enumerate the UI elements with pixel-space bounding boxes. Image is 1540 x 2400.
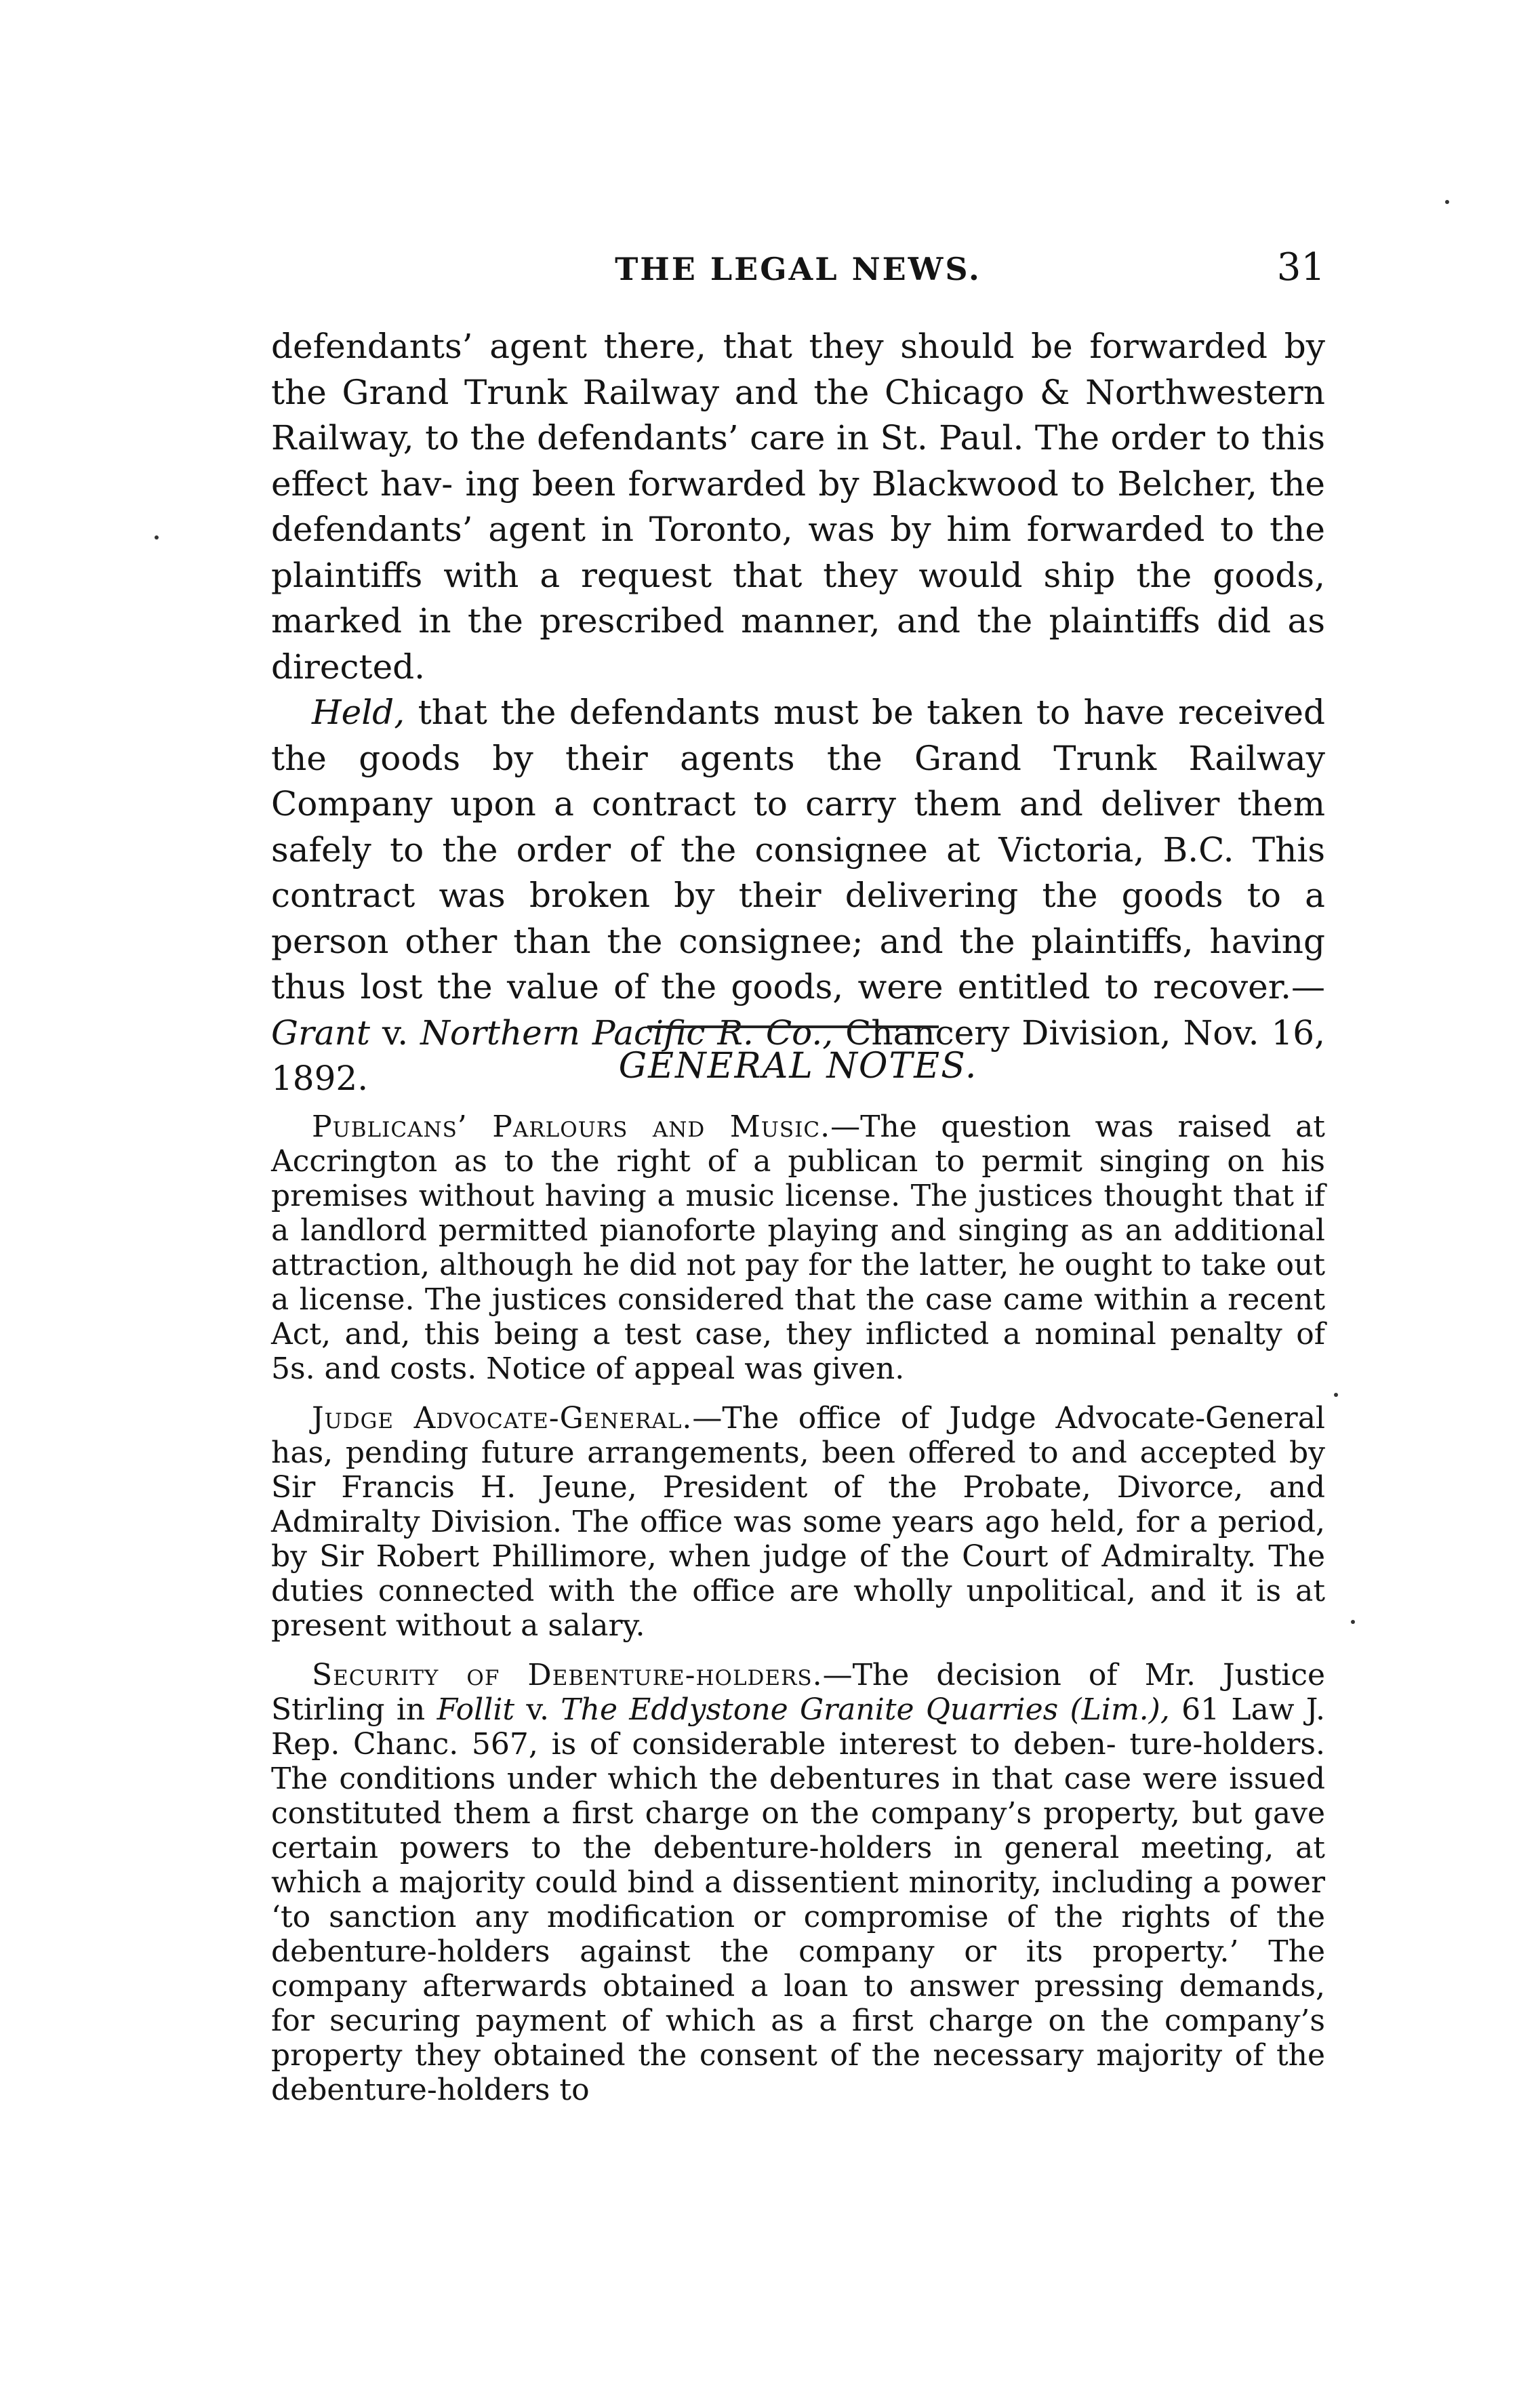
general-notes-column: [271, 1110, 1325, 2107]
page-header: [271, 245, 1325, 300]
note-debenture-holders: [271, 1658, 1325, 2107]
paper-speck: [155, 535, 159, 540]
paper-speck: [1445, 200, 1449, 204]
case-name-defendant: Northern Pacific R. Co.,: [420, 1013, 834, 1053]
note-text: —The question was raised at Accrington as to the right of a publican to permit singing on his premises without having a music license. The justices thought that if a landlord permitted pianoforte playing and singing as an additional attraction, although he did not pay for the latter, he ought to take out a license. The justices considered that the case came within a recent Act, and, this being a test case, they inflicted a nominal penalty of 5s. and costs. Notice of appeal was given.: [271, 1110, 1325, 1386]
note-title: Publicans’ Parlours and Music.: [312, 1110, 831, 1144]
case-report-column: [271, 324, 1325, 1102]
case-versus: v.: [514, 1692, 561, 1727]
paper-speck: [1334, 1393, 1338, 1397]
case-name-plaintiff: Follit: [437, 1692, 515, 1727]
held-word: Held,: [312, 693, 405, 732]
paper-speck: [1351, 1620, 1355, 1624]
note-title: Judge Advocate-General.: [312, 1401, 693, 1436]
page-number: 31: [1276, 245, 1325, 289]
note-text: —The office of Judge Advocate-General has, pending future arrangements, been offered to and accepted by Sir Francis H. Jeune, President of the Probate, Divorce, and Admiralty Division. The office was some years ago held, for a period, by Sir Robert Phillimore, when judge of the Court of Admiralty. The duties connected with the office are wholly unpolitical, and it is at present without a salary.: [271, 1401, 1325, 1643]
note-title: Security of Debenture-holders.: [312, 1658, 823, 1692]
note-text-continued: 61 Law J. Rep. Chanc. 567, is of considerable interest to deben- ture-holders. The conditions under which the debentures in that case were issued constituted them a first charge on the company’s property, but gave certain powers to the debenture-holders in general meeting, at which a majority could bind a dissentient minority, including a power ‘to sanction any modification or compromise of the rights of the debenture-holders against the company or its property.’ The company afterwards obtained a loan to answer pressing demands, for securing payment of which as a first charge on the company’s property they obtained the consent of the necessary majority of the debenture-holders to: [271, 1692, 1325, 2107]
case-citation: Chancery Division, Nov. 16, 1892.: [271, 1013, 1325, 1098]
held-paragraph: [271, 690, 1325, 1102]
general-notes-heading: GENERAL NOTES.: [618, 1046, 978, 1086]
running-title: THE LEGAL NEWS.: [615, 251, 981, 287]
held-text: that the defendants must be taken to have received the goods by their agents the Grand Trunk Railway Company upon a contract to carry them and deliver them safely to the order of the consignee at Victoria, B.C. This contract was broken by their delivering the goods to a person other than the consignee; and the plaintiffs, having thus lost the value of the goods, were entitled to recover.—: [271, 693, 1325, 1006]
case-name-plaintiff: Grant: [271, 1013, 370, 1053]
note-publicans-parlours: [271, 1110, 1325, 1386]
continuation-paragraph: defendants’ agent there, that they should be forwarded by the Grand Trunk Railway and the Chicago & Northwestern Railway, to the defendants’ care in St. Paul. The order to this effect hav- ing been forwarded by Blackwood to Belcher, the defendants’ agent in Toronto, was by him forwarded to the plaintiffs with a request that they would ship the goods, marked in the prescribed manner, and the plaintiffs did as directed.: [271, 327, 1325, 687]
note-text: —The decision of Mr. Justice Stirling in: [271, 1658, 1325, 1727]
case-versus: v.: [369, 1013, 421, 1053]
section-divider: [647, 1025, 939, 1028]
note-judge-advocate-general: [271, 1401, 1325, 1643]
case-name-defendant: The Eddystone Granite Quarries (Lim.),: [561, 1692, 1170, 1727]
